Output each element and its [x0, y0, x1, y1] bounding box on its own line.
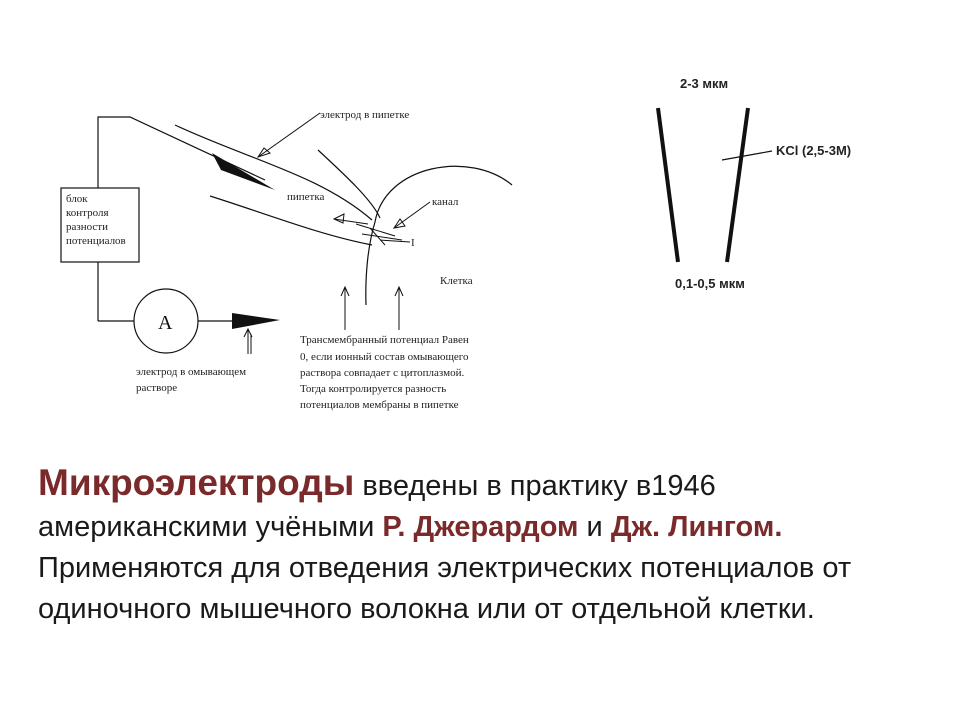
cell-label: Клетка	[440, 275, 473, 287]
caption-text-2: и	[578, 511, 611, 543]
pipette-electrode	[212, 153, 275, 190]
cell-outline	[318, 150, 512, 305]
up-arrow-right	[395, 287, 403, 330]
channel-mark: I	[411, 237, 415, 249]
channel-label: канал	[432, 196, 459, 208]
pipette-tip	[356, 224, 410, 245]
tip-top-width-label: 2-3 мкм	[680, 76, 729, 91]
pipette-label: пипетка	[287, 191, 325, 203]
up-arrow-left	[341, 287, 349, 330]
caption-name-2: Дж. Лингом.	[610, 511, 783, 543]
pipette-walls	[175, 125, 372, 245]
caption-name-1: Р. Джерардом	[382, 511, 579, 543]
ammeter-label: A	[158, 312, 173, 334]
bath-electrode-label: электрод в омывающем растворе	[136, 366, 247, 394]
channel-pointer	[394, 202, 430, 228]
electrode-in-pipette-label: электрод в пипетке	[320, 109, 410, 121]
control-block-label: блок контроля разности потенциалов	[66, 193, 126, 247]
pipette-pointer	[334, 214, 368, 224]
caption-text-1: введены в практику в1946 американскими учёными	[38, 470, 716, 543]
transmembrane-note: Трансмембранный потенциал Равен 0, если ионный состав омывающего раствора совпадает с цитоплазмой. Тогда контролируется разность потенциалов мембраны в пипетке	[300, 334, 469, 411]
electrode-pointer	[258, 113, 320, 157]
bath-electrode-arrow	[244, 329, 252, 354]
caption-title: Микроэлектроды	[38, 462, 355, 503]
caption-text-3: Применяются для отведения электрических потенциалов от одиночного мышечного волокна или от отдельной клетки.	[38, 552, 852, 625]
caption-paragraph	[38, 462, 928, 630]
microelectrode-tip	[658, 108, 772, 262]
tip-bottom-width-label: 0,1-0,5 мкм	[675, 276, 745, 291]
tip-solution-label: KCl (2,5-3M)	[776, 143, 852, 158]
bath-electrode	[232, 313, 280, 329]
